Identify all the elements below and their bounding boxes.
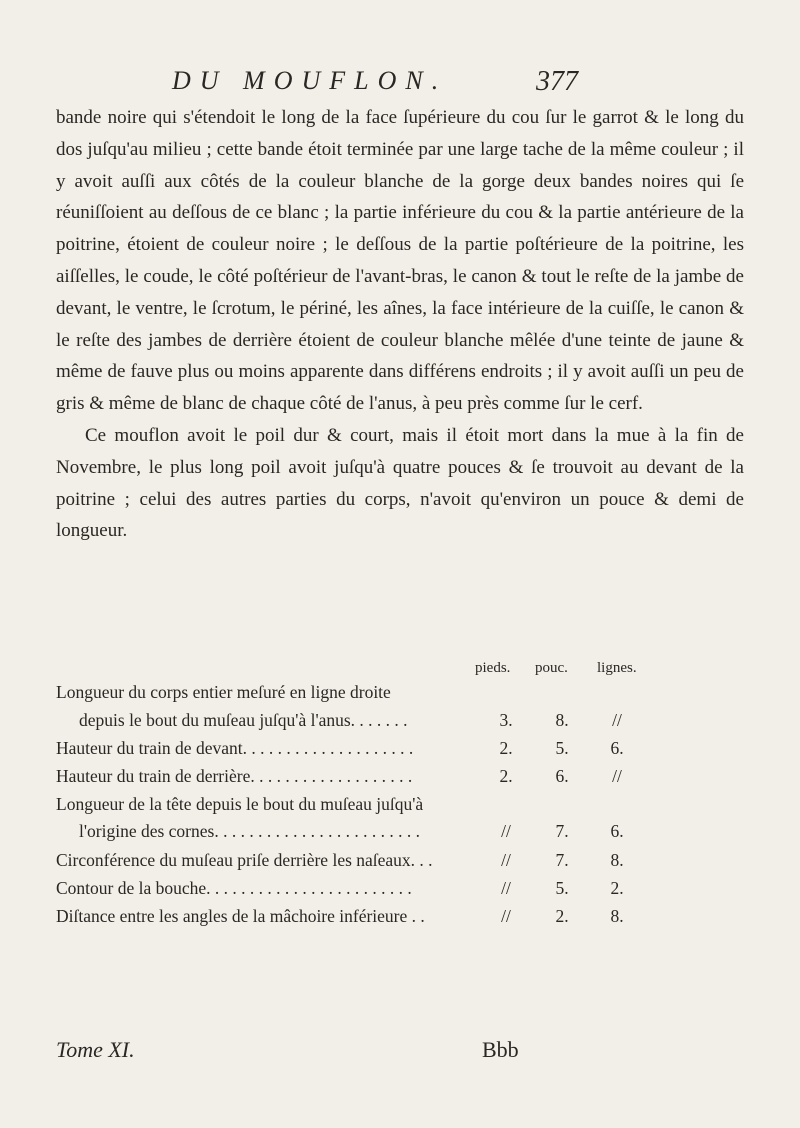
value-pieds: // bbox=[501, 906, 511, 926]
value-pieds: // bbox=[501, 850, 511, 870]
measurement-label: Longueur de la tête depuis le bout du muſeau juſqu'à bbox=[56, 794, 424, 814]
page-footer bbox=[0, 1037, 800, 1077]
value-lignes: 6. bbox=[610, 738, 624, 758]
running-title: DU MOUFLON. bbox=[172, 66, 448, 95]
paragraph: Ce mouflon avoit le poil dur & court, mais il étoit mort dans la mue à la fin de Novembre, le plus long poil avoit juſqu'à quatre pouces & ſe trouvoit au devant de la poitrine ; celui des autres parties du corps, n'avoit qu'environ un pouce & demi de longueur. bbox=[56, 424, 744, 542]
units-header bbox=[475, 660, 755, 677]
measurement-label: Contour de la bouche. . . . . . . . . . . . . . . . . . . . . . . . bbox=[56, 878, 412, 898]
value-pouces: 5. bbox=[555, 878, 569, 898]
measurement-label: Hauteur du train de devant. . . . . . . . . . . . . . . . . . . . bbox=[56, 738, 414, 758]
page-number: 377 bbox=[536, 66, 578, 97]
value-pieds: // bbox=[501, 821, 511, 841]
measurement-label: Longueur du corps entier meſuré en ligne droite bbox=[56, 682, 391, 702]
measurement-label: depuis le bout du muſeau juſqu'à l'anus. . . . . . . bbox=[79, 710, 408, 730]
value-pouces: 6. bbox=[555, 766, 569, 786]
unit-pieds: pieds. bbox=[475, 660, 511, 676]
measurement-label: Diſtance entre les angles de la mâchoire inférieure . . bbox=[56, 906, 425, 926]
measurement-label: l'origine des cornes. . . . . . . . . . . . . . . . . . . . . . . . bbox=[79, 821, 420, 841]
value-pieds: 2. bbox=[499, 738, 513, 758]
value-pieds: // bbox=[501, 878, 511, 898]
measurement-label: Hauteur du train de derrière. . . . . . . . . . . . . . . . . . . bbox=[56, 766, 413, 786]
volume-label: Tome XI. bbox=[56, 1037, 135, 1062]
unit-pouces: pouc. bbox=[535, 660, 568, 676]
body-text bbox=[56, 102, 744, 547]
value-lignes: 8. bbox=[610, 850, 624, 870]
value-lignes: 2. bbox=[610, 878, 624, 898]
value-pieds: 2. bbox=[499, 766, 513, 786]
unit-lignes: lignes. bbox=[597, 660, 637, 676]
value-pouces: 7. bbox=[555, 850, 569, 870]
value-pouces: 7. bbox=[555, 821, 569, 841]
page-header bbox=[0, 66, 800, 106]
signature-mark: Bbb bbox=[482, 1037, 519, 1062]
measurement-label: Circonférence du muſeau priſe derrière les naſeaux. . . bbox=[56, 850, 433, 870]
value-pouces: 8. bbox=[555, 710, 569, 730]
value-pieds: 3. bbox=[499, 710, 513, 730]
value-lignes: 8. bbox=[610, 906, 624, 926]
value-pouces: 2. bbox=[555, 906, 569, 926]
value-lignes: // bbox=[612, 710, 622, 730]
value-lignes: 6. bbox=[610, 821, 624, 841]
value-pouces: 5. bbox=[555, 738, 569, 758]
paragraph: bande noire qui s'étendoit le long de la face ſupérieure du cou ſur le garrot & le long du dos juſqu'au milieu ; cette bande étoit terminée par une large tache de la même couleur ; il y avoit auſſi aux côtés de la couleur blanche de la gorge deux bandes noires qui ſe réuniſſoient au deſſous de ce blanc ; la partie inférieure du cou & la partie antérieure de la poitrine, étoient de couleur noire ; le deſſous de la partie poſtérieure de la poitrine, les aiſſelles, le coude, le côté poſtérieur de l'avant-bras, le canon & tout le reſte de la jambe de devant, le ventre, le ſcrotum, le périné, les aînes, la face intérieure de la cuiſſe, le canon & le reſte des jambes de derrière étoient de couleur blanche mêlée d'une teinte de jaune & même de fauve plus ou moins apparente dans différens endroits ; il y avoit auſſi un peu de gris & même de blanc de chaque côté de l'anus, à peu près comme ſur le cerf. bbox=[56, 107, 744, 415]
value-lignes: // bbox=[612, 766, 622, 786]
